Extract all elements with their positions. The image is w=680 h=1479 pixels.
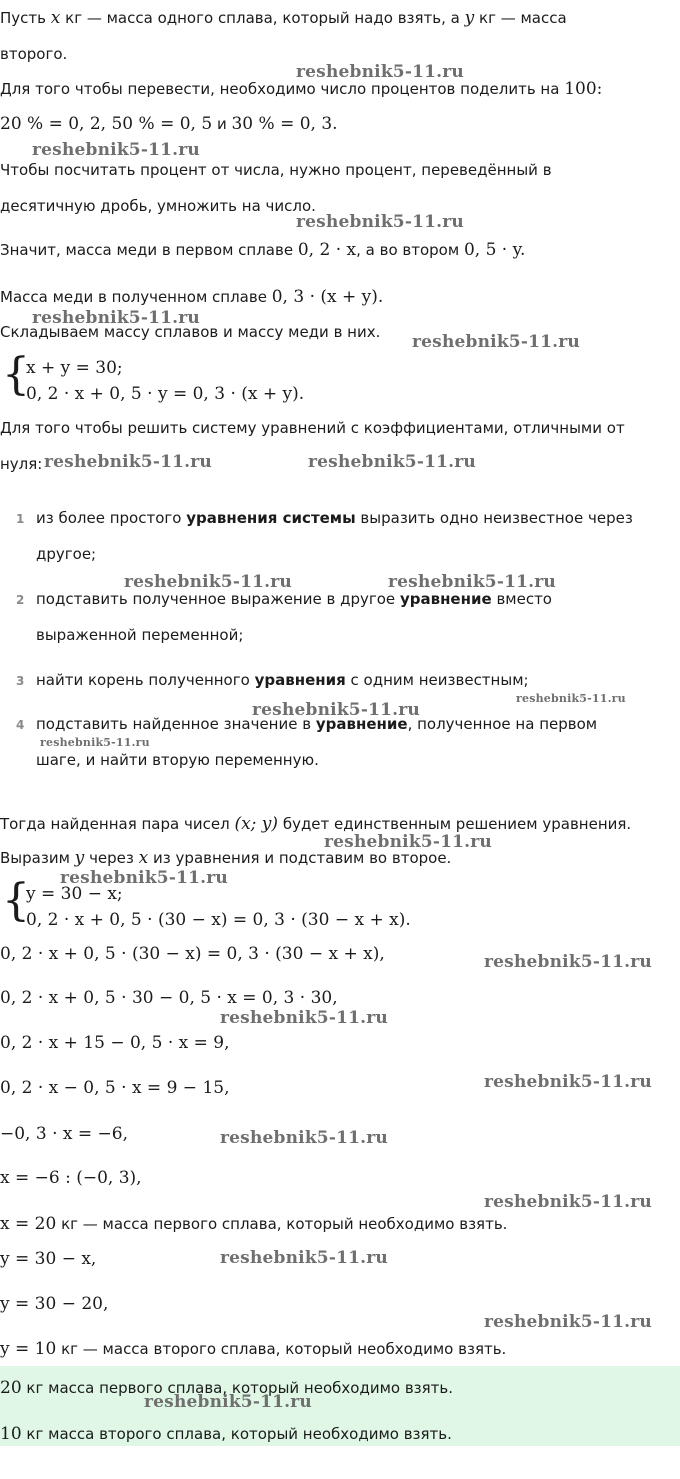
list-item-cont: шаге, и найти вторую переменную. — [36, 751, 319, 769]
text-line: нуля: — [0, 455, 43, 473]
list-item: подставить полученное выражение в другое уравнение вместо — [36, 590, 552, 608]
equation-line: 0, 2 · x + 0, 5 · (30 − x) = 0, 3 · (30 − x + x), — [0, 944, 385, 964]
brace-icon: { — [2, 349, 30, 400]
list-item: найти корень полученного уравнения с одним неизвестным; — [36, 671, 529, 689]
watermark: reshebnik5-11.ru — [484, 1312, 652, 1332]
equation-line: y = 30 − x, — [0, 1249, 97, 1269]
text-line: Значит, масса меди в первом сплаве 0, 2 · x, а во втором 0, 5 · y. — [0, 240, 526, 260]
answer-line: 10 кг масса второго сплава, который необходимо взять. — [0, 1424, 452, 1444]
watermark: reshebnik5-11.ru — [412, 332, 580, 352]
watermark: reshebnik5-11.ru — [324, 832, 492, 852]
equation-line: y = 30 − 20, — [0, 1294, 109, 1314]
text-line: десятичную дробь, умножить на число. — [0, 197, 316, 215]
list-number: 2 — [16, 593, 25, 607]
watermark: reshebnik5-11.ru — [484, 1072, 652, 1092]
watermark: reshebnik5-11.ru — [32, 308, 200, 328]
equation-line: x = −6 : (−0, 3), — [0, 1168, 142, 1188]
watermark: reshebnik5-11.ru — [516, 692, 626, 705]
watermark: reshebnik5-11.ru — [220, 1248, 388, 1268]
system-line: y = 30 − x; — [26, 884, 123, 904]
list-item: из более простого уравнения системы выразить одно неизвестное через — [36, 509, 633, 527]
system-line: x + y = 30; — [26, 358, 123, 378]
list-item-cont: выраженной переменной; — [36, 626, 244, 644]
text-line: Тогда найденная пара чисел (x; y) будет единственным решением уравнения. — [0, 814, 632, 834]
text-line: Для того чтобы перевести, необходимо число процентов поделить на 100: — [0, 79, 603, 99]
equation-line: 0, 2 · x + 15 − 0, 5 · x = 9, — [0, 1033, 230, 1053]
text-line: Складываем массу сплавов и массу меди в них. — [0, 323, 381, 341]
list-item: подставить найденное значение в уравнение, полученное на первом — [36, 715, 598, 733]
watermark: reshebnik5-11.ru — [388, 572, 556, 592]
watermark: reshebnik5-11.ru — [40, 736, 150, 749]
watermark: reshebnik5-11.ru — [296, 212, 464, 232]
watermark: reshebnik5-11.ru — [220, 1008, 388, 1028]
formula-line: 20 % = 0, 2, 50 % = 0, 5 и 30 % = 0, 3. — [0, 114, 338, 134]
list-number: 3 — [16, 674, 25, 688]
list-number: 4 — [16, 718, 25, 732]
text-line: Для того чтобы решить систему уравнений с коэффициентами, отличными от — [0, 419, 625, 437]
equation-line: −0, 3 · x = −6, — [0, 1124, 128, 1144]
watermark: reshebnik5-11.ru — [44, 452, 212, 472]
watermark: reshebnik5-11.ru — [32, 140, 200, 160]
watermark: reshebnik5-11.ru — [124, 572, 292, 592]
text-line: Чтобы посчитать процент от числа, нужно процент, переведённый в — [0, 161, 552, 179]
list-item-cont: другое; — [36, 545, 97, 563]
equation-line: 0, 2 · x + 0, 5 · 30 − 0, 5 · x = 0, 3 · 30, — [0, 988, 338, 1008]
system-line: 0, 2 · x + 0, 5 · y = 0, 3 · (x + y). — [26, 384, 305, 404]
answer-line: 20 кг масса первого сплава, который необходимо взять. — [0, 1378, 454, 1398]
watermark: reshebnik5-11.ru — [252, 700, 420, 720]
watermark: reshebnik5-11.ru — [296, 62, 464, 82]
result-line: y = 10 кг — масса второго сплава, который необходимо взять. — [0, 1339, 507, 1359]
equation-line: 0, 2 · x − 0, 5 · x = 9 − 15, — [0, 1078, 230, 1098]
watermark: reshebnik5-11.ru — [308, 452, 476, 472]
watermark: reshebnik5-11.ru — [484, 1192, 652, 1212]
result-line: x = 20 кг — масса первого сплава, который необходимо взять. — [0, 1214, 508, 1234]
watermark: reshebnik5-11.ru — [60, 868, 228, 888]
text-line: Масса меди в полученном сплаве 0, 3 · (x + y). — [0, 287, 384, 307]
text-line: Пусть x кг — масса одного сплава, который надо взять, а y кг — масса — [0, 8, 567, 28]
brace-icon: { — [2, 875, 30, 926]
list-number: 1 — [16, 512, 25, 526]
text-line: второго. — [0, 45, 68, 63]
watermark: reshebnik5-11.ru — [220, 1128, 388, 1148]
watermark: reshebnik5-11.ru — [484, 952, 652, 972]
system-line: 0, 2 · x + 0, 5 · (30 − x) = 0, 3 · (30 − x + x). — [26, 910, 411, 930]
text-line: Выразим y через x из уравнения и подставим во второе. — [0, 848, 452, 868]
watermark: reshebnik5-11.ru — [144, 1392, 312, 1412]
